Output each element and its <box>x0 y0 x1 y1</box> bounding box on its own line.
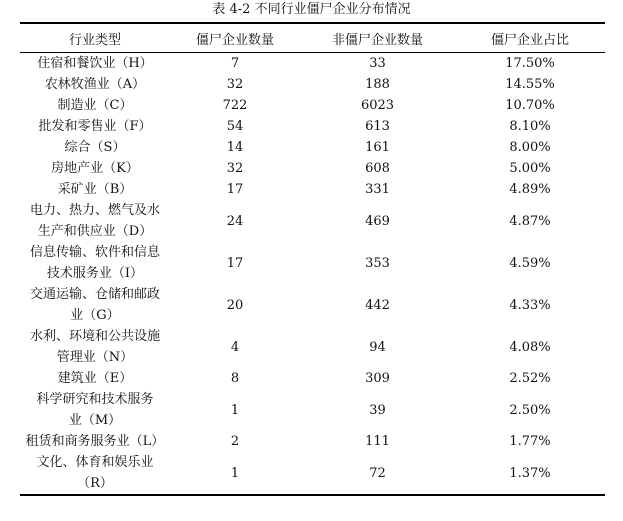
industry-name-line: 住宿和餐饮业（H） <box>37 56 153 71</box>
industry-name-line: 生产和供应业（D） <box>37 224 153 239</box>
zombie-count-cell: 4 <box>230 339 240 355</box>
non-zombie-count-cell: 353 <box>365 255 390 271</box>
industry-name-cell <box>20 284 170 326</box>
zombie-ratio-cell: 8.10% <box>509 119 551 134</box>
industry-name-cell <box>20 74 170 95</box>
industry-name-cell <box>20 431 170 452</box>
non-zombie-count-cell: 469 <box>365 213 390 229</box>
zombie-count-cell: 32 <box>226 77 244 92</box>
zombie-count-cell: 17 <box>226 255 244 271</box>
table-row <box>20 179 605 200</box>
industry-name-cell <box>20 326 170 368</box>
non-zombie-count-cell: 188 <box>365 77 390 92</box>
zombie-ratio-cell: 5.00% <box>509 161 551 176</box>
table-row <box>20 242 605 284</box>
non-zombie-count-cell: 613 <box>365 119 390 134</box>
zombie-ratio-cell: 1.37% <box>509 465 551 481</box>
header-non-zombie-count: 非僵尸企业数量 <box>331 32 423 48</box>
industry-name-line: 电力、热力、燃气及水 <box>29 203 160 218</box>
industry-name-line: 批发和零售业（F） <box>38 119 152 134</box>
industry-name-cell <box>20 158 170 179</box>
zombie-count-cell: 2 <box>230 434 240 449</box>
zombie-ratio-cell: 2.52% <box>509 371 551 386</box>
table-row <box>20 116 605 137</box>
table-body <box>20 53 605 496</box>
industry-name-line: 信息传输、软件和信息 <box>29 245 160 260</box>
header-zombie-count: 僵尸企业数量 <box>195 32 274 48</box>
table-row <box>20 158 605 179</box>
industry-name-line: 业（M） <box>68 413 122 428</box>
header-industry: 行业类型 <box>68 32 121 48</box>
table-row <box>20 389 605 431</box>
non-zombie-count-cell: 33 <box>369 56 386 71</box>
table-row <box>20 74 605 95</box>
industry-name-line: 技术服务业（I） <box>46 266 144 281</box>
non-zombie-count-cell: 39 <box>369 402 386 418</box>
industry-name-line: 水利、环境和公共设施 <box>29 329 160 344</box>
non-zombie-count-cell: 111 <box>365 434 390 449</box>
industry-name-line: 农林牧渔业（A） <box>44 77 146 92</box>
zombie-ratio-cell: 10.70% <box>505 98 555 113</box>
industry-name-cell <box>20 116 170 137</box>
zombie-ratio-cell: 2.50% <box>509 402 551 418</box>
non-zombie-count-cell: 72 <box>369 465 386 481</box>
industry-name-line: 采矿业（B） <box>57 182 133 197</box>
zombie-ratio-cell: 4.08% <box>509 339 551 355</box>
industry-name-line: 管理业（N） <box>56 350 134 365</box>
non-zombie-count-cell: 442 <box>365 297 390 313</box>
zombie-ratio-cell: 4.33% <box>509 297 551 313</box>
non-zombie-count-cell: 309 <box>365 371 390 386</box>
industry-name-line: 制造业（C） <box>57 98 133 113</box>
industry-name-cell <box>20 242 170 284</box>
table-row <box>20 326 605 368</box>
industry-name-cell <box>20 200 170 242</box>
table-row <box>20 53 605 75</box>
table-caption: 表 4-2 不同行业僵尸企业分布情况 <box>212 2 411 17</box>
non-zombie-count-cell: 608 <box>365 161 390 176</box>
industry-name-cell <box>20 179 170 200</box>
industry-name-line: 建筑业（E） <box>57 371 133 386</box>
zombie-count-cell: 722 <box>222 98 248 113</box>
zombie-count-cell: 1 <box>230 465 240 481</box>
zombie-ratio-cell: 4.89% <box>509 182 551 197</box>
industry-name-line: 交通运输、仓储和邮政 <box>29 287 160 302</box>
zombie-ratio-cell: 1.77% <box>509 434 551 449</box>
zombie-ratio-cell: 4.59% <box>509 255 551 271</box>
table-row <box>20 452 605 495</box>
zombie-count-cell: 24 <box>226 213 244 229</box>
table-header-row <box>20 23 605 53</box>
table-row <box>20 200 605 242</box>
table-row <box>20 368 605 389</box>
table-row <box>20 284 605 326</box>
table-row <box>20 137 605 158</box>
zombie-count-cell: 20 <box>226 297 244 313</box>
zombie-count-cell: 14 <box>226 140 244 155</box>
zombie-count-cell: 17 <box>226 182 244 197</box>
zombie-ratio-cell: 8.00% <box>509 140 551 155</box>
table-row <box>20 95 605 116</box>
zombie-count-cell: 7 <box>230 56 240 71</box>
industry-name-cell <box>20 389 170 431</box>
industry-name-cell <box>20 137 170 158</box>
industry-distribution-table <box>20 22 605 496</box>
header-zombie-ratio: 僵尸企业占比 <box>490 32 569 48</box>
non-zombie-count-cell: 6023 <box>360 98 395 113</box>
zombie-count-cell: 8 <box>230 371 240 386</box>
industry-name-line: 科学研究和技术服务 <box>36 392 154 407</box>
industry-name-cell <box>20 53 170 75</box>
industry-name-line: 租赁和商务服务业（L） <box>25 434 165 449</box>
table-row <box>20 431 605 452</box>
industry-name-cell <box>20 95 170 116</box>
industry-name-line: 文化、体育和娱乐业 <box>36 455 154 470</box>
industry-name-cell <box>20 368 170 389</box>
zombie-ratio-cell: 4.87% <box>509 213 551 229</box>
zombie-ratio-cell: 17.50% <box>505 56 555 71</box>
zombie-count-cell: 32 <box>226 161 244 176</box>
non-zombie-count-cell: 331 <box>365 182 390 197</box>
industry-name-line: 综合（S） <box>64 140 126 155</box>
industry-name-line: （R） <box>77 476 113 491</box>
zombie-ratio-cell: 14.55% <box>505 77 555 92</box>
industry-name-cell <box>20 452 170 495</box>
industry-name-line: 房地产业（K） <box>51 161 139 176</box>
zombie-count-cell: 1 <box>230 402 240 418</box>
non-zombie-count-cell: 161 <box>365 140 390 155</box>
non-zombie-count-cell: 94 <box>369 339 386 355</box>
industry-name-line: 业（G） <box>70 308 120 323</box>
zombie-count-cell: 54 <box>226 119 244 134</box>
